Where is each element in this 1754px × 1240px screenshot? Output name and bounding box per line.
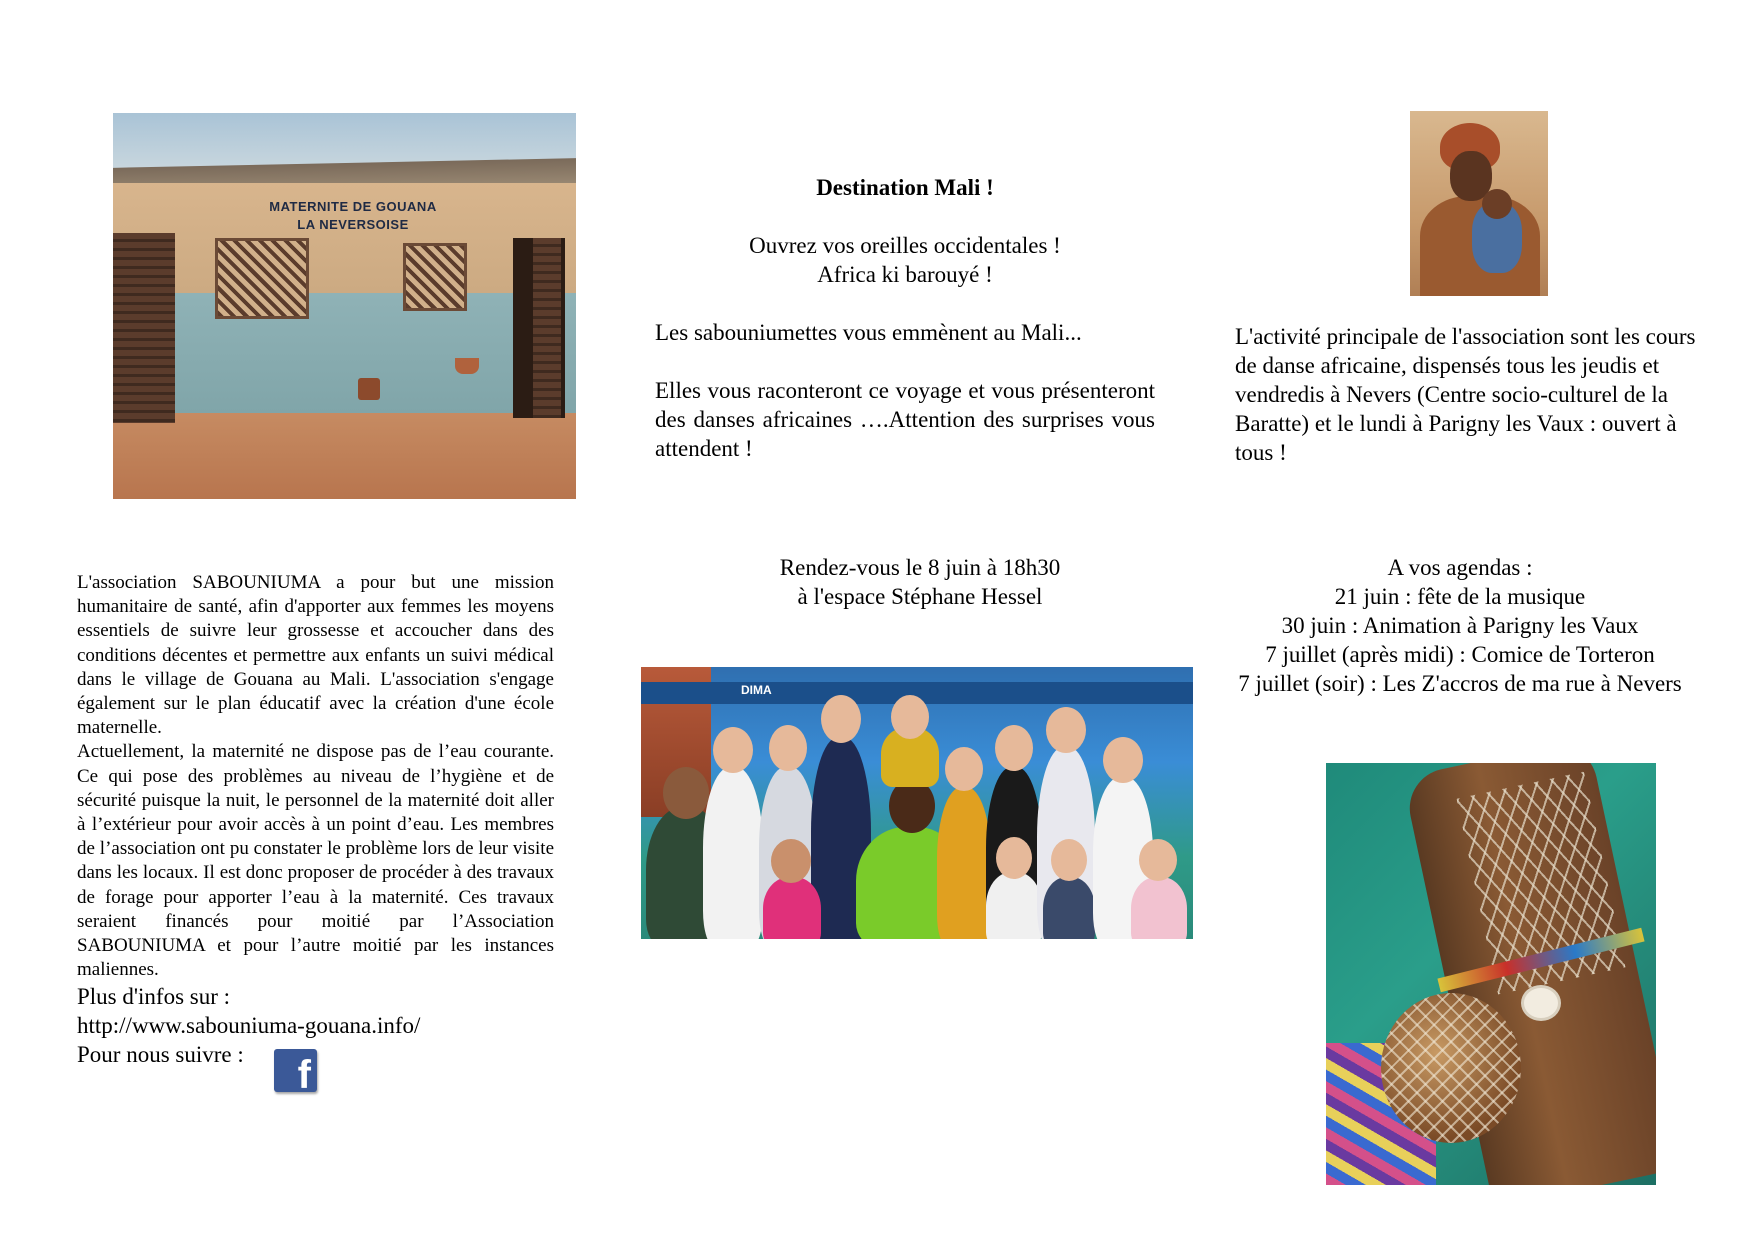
child-head — [1046, 707, 1086, 753]
agenda-item: 7 juillet (après midi) : Comice de Torteron — [1265, 642, 1655, 667]
more-info-label: Plus d'infos sur : — [77, 984, 231, 1009]
activity-paragraph: L'activité principale de l'association sont les cours de danse africaine, dispensés tous les jeudis et vendredis à Nevers (Centre socio-culturel de la Baratte) et le lundi à Parigny les Vaux : ouvert à tous ! — [1235, 324, 1696, 465]
mission-paragraph-2: Actuellement, la maternité ne dispose pas de l’eau courante. Ce qui pose des problèmes au niveau de l’hygiène et de sécurité puisque la nuit, le personnel de la maternité doit aller à l’extérieur pour avoir accès à un point d’eau. Les membres de l’association ont pu constater le problème lors de leur visite dans les locaux. Il est donc proposer de procéder à des travaux de forage pour apporter l’eau à la maternité. Ces travaux seraient financés pour moitié par l’Association SABOUNIUMA et pour l’autre moitié par les instances maliennes. — [77, 741, 554, 981]
links-block — [77, 982, 557, 1069]
shell-bead — [1521, 985, 1561, 1021]
child-head — [1051, 839, 1087, 881]
rendezvous-block — [690, 553, 1150, 611]
follow-label: Pour nous suivre : — [77, 1042, 244, 1067]
child — [937, 787, 991, 939]
wash-basin — [455, 358, 479, 374]
website-link[interactable]: http://www.sabouniuma-gouana.info/ — [77, 1013, 421, 1038]
child-head — [996, 837, 1032, 879]
rendezvous-line-2: à l'espace Stéphane Hessel — [797, 584, 1043, 609]
mission-block — [77, 571, 554, 982]
agenda-item: 30 juin : Animation à Parigny les Vaux — [1281, 613, 1639, 638]
mission-paragraph-1: L'association SABOUNIUMA a pour but une mission humanitaire de santé, afin d'apporter aux femmes les moyens essentiels de suivre leur grossesse et accoucher dans des conditions décentes et permettre aux enfants un suivi médical dans le village de Gouana au Mali. L'association s'engage également sur le plan éducatif avec la création d'une école maternelle. — [77, 572, 554, 739]
child-head — [945, 747, 983, 791]
window-right — [403, 243, 467, 311]
child-head — [995, 725, 1033, 771]
door-shutter — [533, 238, 561, 418]
maternity-building-photo — [113, 113, 576, 499]
intro-paragraph-1: Les sabouniumettes vous emmènent au Mali... — [655, 320, 1082, 345]
intro-line-1: Ouvrez vos oreilles occidentales ! — [749, 233, 1061, 258]
agenda-block — [1235, 553, 1685, 698]
child-head — [663, 767, 709, 819]
gym-banner-text: DIMA — [741, 683, 772, 697]
water-pot — [358, 378, 380, 400]
child-head — [1139, 839, 1177, 881]
child-head — [821, 695, 861, 743]
child — [703, 767, 763, 939]
child-head — [769, 725, 807, 771]
child-head — [771, 839, 811, 883]
baby-head — [1482, 189, 1512, 219]
child — [1043, 877, 1095, 939]
window-left — [215, 238, 309, 319]
building-sign-line1: MATERNITE DE GOUANA — [269, 199, 437, 214]
djembe-photo — [1326, 763, 1656, 1185]
agenda-item: 7 juillet (soir) : Les Z'accros de ma rue à Nevers — [1238, 671, 1682, 696]
intro-block — [655, 173, 1155, 463]
agenda-item: 21 juin : fête de la musique — [1334, 584, 1586, 609]
rendezvous-line-1: Rendez-vous le 8 juin à 18h30 — [779, 555, 1061, 580]
group-photo — [641, 667, 1193, 939]
facebook-icon[interactable]: f — [274, 1049, 317, 1092]
building-sign — [248, 198, 458, 234]
shaker-net — [1381, 993, 1521, 1143]
intro-title: Destination Mali ! — [816, 175, 994, 200]
left-shutter — [113, 233, 175, 423]
child-head — [891, 695, 929, 739]
child-head — [1103, 737, 1143, 783]
child-head — [713, 727, 753, 773]
intro-line-2: Africa ki barouyé ! — [817, 262, 993, 287]
wall-lower — [113, 293, 576, 423]
teacher-head — [889, 779, 935, 833]
child — [1131, 877, 1187, 939]
intro-paragraph-2: Elles vous raconteront ce voyage et vous présenteront des danses africaines ….Attention des surprises vous attendent ! — [655, 378, 1155, 461]
child — [763, 877, 821, 939]
agenda-title: A vos agendas : — [1387, 555, 1533, 580]
child — [986, 872, 1042, 939]
building-sign-line2: LA NEVERSOISE — [297, 217, 409, 232]
mother-and-child-photo — [1410, 111, 1548, 296]
ground — [113, 413, 576, 499]
